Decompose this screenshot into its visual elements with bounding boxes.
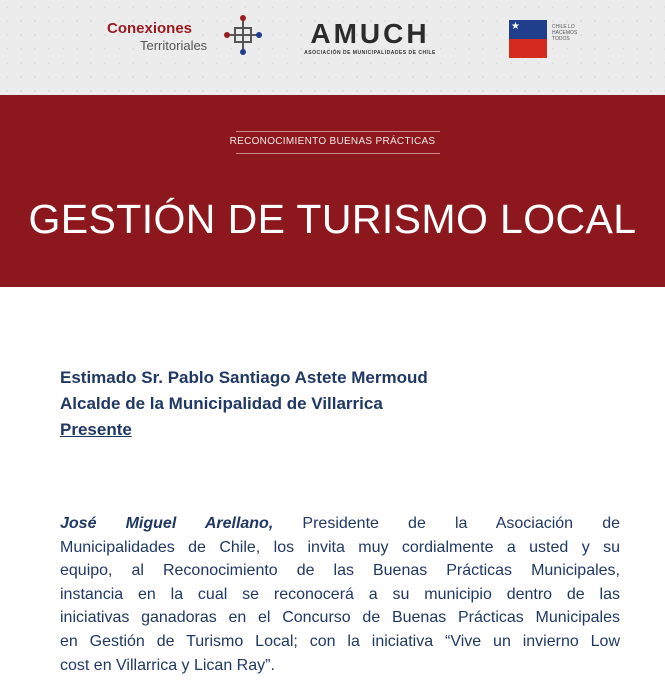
chile-flag-icon: ★ [509, 20, 547, 58]
paragraph-line-6: en Gestión de Turismo Local; con la iniciativa “Vive un invierno Low [60, 632, 620, 650]
logo-conexiones-line2: Territoriales [140, 38, 208, 53]
conexiones-territoriales-logo [107, 14, 267, 60]
header [0, 0, 665, 95]
amuch-logo [300, 20, 440, 60]
amuch-logo-text: AMUCH [310, 18, 430, 49]
divider-top [236, 131, 440, 132]
network-icon [223, 14, 263, 56]
divider-bottom [236, 153, 440, 154]
salutation-presente: Presente [60, 420, 132, 439]
banner-title: GESTIÓN DE TURISMO LOCAL [28, 196, 637, 242]
sender-name: José Miguel Arellano, [60, 515, 274, 532]
paragraph-line-4: instancia en la cual se reconocerá a su municipio dentro de las [60, 585, 620, 603]
paragraph-line-1 [60, 512, 620, 536]
logo-conexiones-line1: Conexiones [107, 20, 193, 37]
salutation [60, 365, 428, 443]
amuch-logo-subtext: ASOCIACIÓN DE MUNICIPALIDADES DE CHILE [304, 50, 436, 56]
title-banner [0, 95, 665, 287]
gobierno-logo-text: CHILE LO HACEMOS TODOS [552, 24, 578, 42]
banner-subtitle: RECONOCIMIENTO BUENAS PRÁCTICAS [229, 136, 436, 147]
invitation-paragraph [60, 512, 620, 677]
gobierno-de-chile-logo [509, 20, 599, 60]
paragraph-line-5: iniciativas ganadoras en el Concurso de Buenas Prácticas Municipales [60, 609, 620, 627]
paragraph-line-3: equipo, al Reconocimiento de las Buenas Prácticas Municipales, [60, 562, 620, 580]
salutation-recipient: Estimado Sr. Pablo Santiago Astete Mermoud [60, 368, 428, 387]
paragraph-line-2: Municipalidades de Chile, los invita muy cordialmente a usted y su [60, 538, 620, 556]
salutation-position: Alcalde de la Municipalidad de Villarrica [60, 394, 383, 413]
paragraph-line-1-rest: Presidente de la Asociación de [302, 515, 621, 532]
paragraph-line-7: cost en Villarrica y Lican Ray”. [60, 656, 275, 674]
